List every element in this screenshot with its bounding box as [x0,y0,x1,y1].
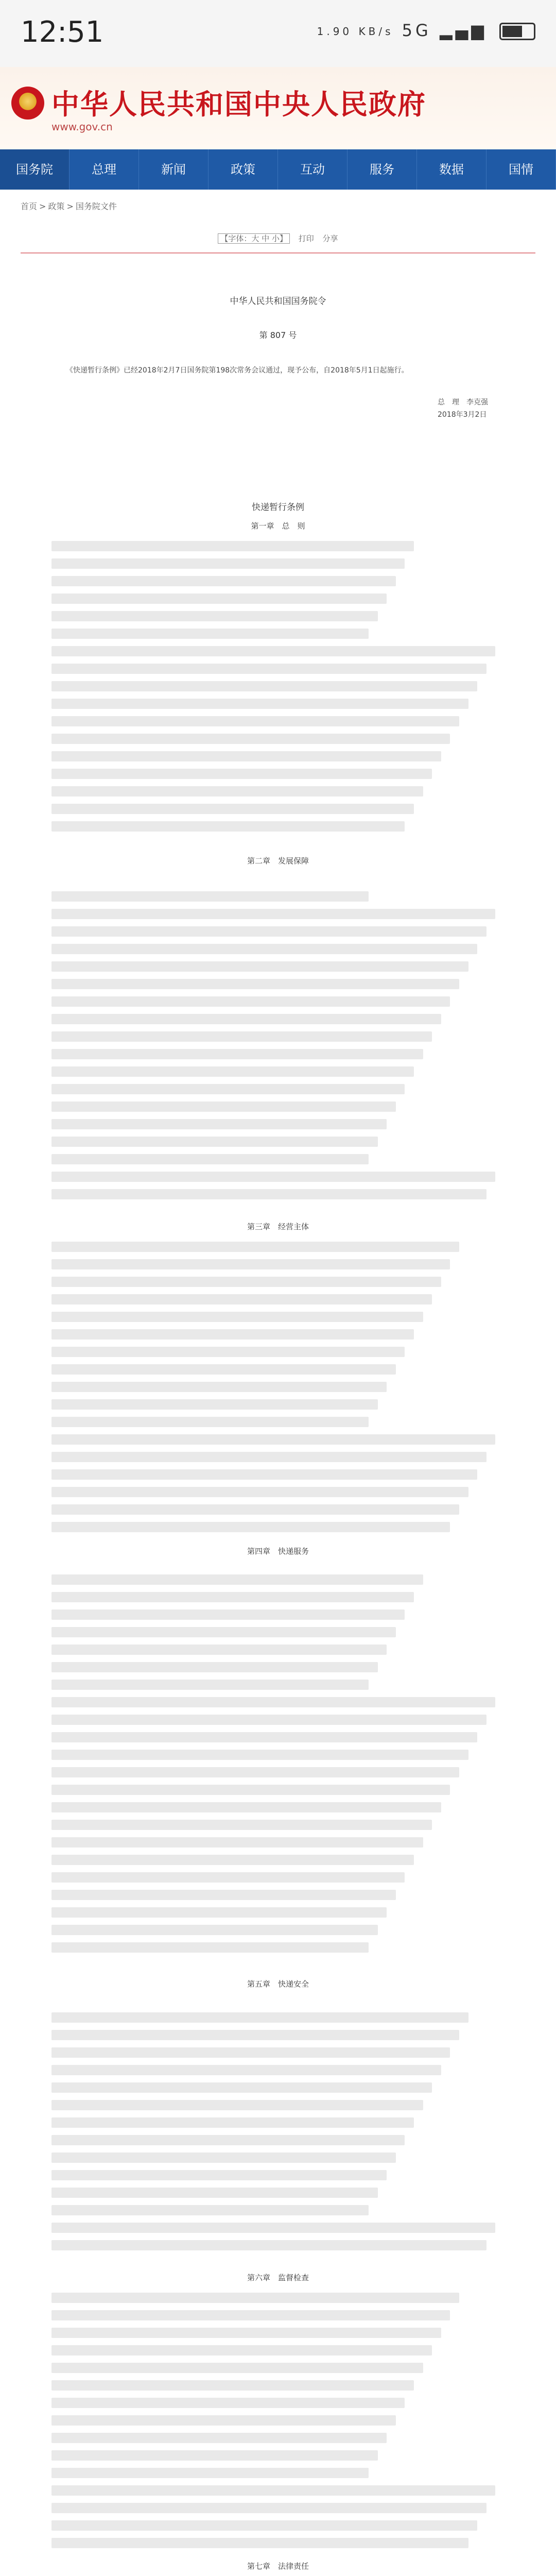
text-line [51,1750,468,1760]
text-line [51,769,432,779]
text-line [51,1820,432,1830]
chapter-heading: 第三章 经营主体 [247,1222,309,1231]
text-line [51,1872,405,1883]
signal-label: 5G [402,21,431,40]
text-line [51,1399,378,1410]
nav-item-state-council[interactable]: 国务院 [0,149,70,190]
text-line [51,2030,459,2040]
text-line [51,611,378,621]
breadcrumb-docs[interactable]: 国务院文件 [75,201,117,211]
decree-title: 中华人民共和国国务院令 [230,296,326,307]
article [21,211,535,2576]
text-line [51,1574,423,1585]
nav-item-policy[interactable]: 政策 [208,149,278,190]
text-line [51,2047,450,2058]
text-line [51,1259,450,1269]
signer: 总 理 李克强 [438,398,488,406]
breadcrumb-policy[interactable]: 政策 [48,201,65,211]
text-line [51,2170,387,2180]
text-line [51,646,495,656]
text-line [51,1172,495,1182]
text-line [51,1347,405,1357]
text-line [51,1942,369,1953]
text-line [51,2468,369,2478]
main-nav [0,149,556,190]
text-line [51,1767,459,1777]
text-line [51,1242,459,1252]
text-line [51,2538,468,2548]
text-line [51,1364,396,1375]
nav-item-interaction[interactable]: 互动 [278,149,348,190]
nav-item-national-info[interactable]: 国情 [486,149,556,190]
text-line [51,629,369,639]
text-line [51,2433,387,2443]
text-line [51,926,486,937]
text-line [51,909,495,919]
status-icons [317,21,535,40]
text-line [51,1487,468,1497]
text-line [51,1680,369,1690]
regulation-title: 快递暂行条例 [252,502,304,513]
text-line [51,2398,405,2408]
text-line [51,1137,378,1147]
text-line [51,2117,414,2128]
text-line [51,2100,423,2110]
text-line [51,2345,432,2355]
text-line [51,1732,477,1742]
sign-date: 2018年3月2日 [438,411,487,419]
text-line [51,1189,486,1199]
chapter-heading: 第五章 快递安全 [247,1979,309,1989]
text-line [51,1049,423,1059]
text-line [51,1434,495,1445]
text-line [51,2012,468,2023]
text-line [51,1417,369,1427]
signal-icon: ▂▄▆ [440,21,487,40]
text-line [51,576,396,586]
text-line [51,2520,477,2531]
battery-icon [499,23,535,40]
text-line [51,1855,414,1865]
text-line [51,664,486,674]
text-line [51,2310,450,2320]
decree-text: 《快递暂行条例》已经2018年2月7日国务院第198次常务会议通过，现予公布，自2018年5月1日起施行。 [66,366,409,375]
text-line [51,1645,387,1655]
text-line [51,1084,405,1094]
text-line [51,1066,414,1077]
text-line [51,1294,432,1304]
text-line [51,1469,477,1480]
text-line [51,1014,441,1024]
text-line [51,1802,441,1812]
text-line [51,1697,495,1707]
text-line [51,996,450,1007]
chapter-heading: 第二章 发展保障 [247,856,309,866]
text-line [51,2363,423,2373]
breadcrumb: 首页 > 政策 > 国务院文件 [21,201,117,211]
text-line [51,716,459,726]
chapter-heading: 第一章 总 则 [251,521,305,531]
text-line [51,2205,369,2215]
share-button[interactable]: 分享 [322,234,338,243]
text-line [51,891,369,902]
article-toolbar [175,233,381,248]
text-line [51,1329,414,1340]
text-line [51,751,441,761]
chapter-heading: 第七章 法律责任 [247,2562,309,2571]
text-line [51,2135,405,2145]
text-line [51,1119,387,1129]
font-size-control[interactable]: 【字体：大 中 小】 [218,233,290,244]
text-line [51,804,414,814]
print-button[interactable]: 打印 [298,234,314,243]
text-line [51,1925,378,1935]
text-line [51,1907,387,1918]
text-line [51,681,477,691]
text-line [51,699,468,709]
text-line [51,2153,396,2163]
text-line [51,541,414,551]
site-header [0,67,556,149]
text-line [51,979,459,989]
text-line [51,1101,396,1112]
text-line [51,1609,405,1620]
text-line [51,821,405,832]
text-line [51,1662,378,1672]
text-line [51,594,387,604]
regulation-body [51,541,505,2576]
text-line [51,1154,369,1164]
text-line [51,1627,396,1637]
text-line [51,944,477,954]
text-line [51,2328,441,2338]
text-line [51,1312,423,1322]
decree-number: 第 807 号 [259,330,297,340]
text-line [51,558,405,569]
site-title[interactable]: 中华人民共和国中央人民政府 [51,88,426,121]
text-line [51,2503,486,2513]
text-line [51,2240,486,2250]
text-line [51,2188,378,2198]
site-url: www.gov.cn [51,121,113,133]
text-line [51,1785,450,1795]
chapter-heading: 第六章 监督检查 [247,2273,309,2282]
text-line [51,786,423,796]
nav-item-data[interactable]: 数据 [417,149,486,190]
nav-item-service[interactable]: 服务 [348,149,417,190]
nav-item-news[interactable]: 新闻 [139,149,208,190]
text-line [51,961,468,972]
text-line [51,1522,450,1532]
text-line [51,1277,441,1287]
text-line [51,2082,432,2093]
text-line [51,2380,414,2391]
text-line [51,2450,378,2461]
text-line [51,734,450,744]
text-line [51,2065,441,2075]
text-line [51,1452,486,1462]
text-line [51,2415,396,2426]
status-bar [0,0,556,67]
nav-item-premier[interactable]: 总理 [70,149,139,190]
article-divider [21,252,535,253]
status-time: 12:51 [21,15,104,49]
chapter-heading: 第四章 快递服务 [247,1547,309,1556]
network-speed: 1.90 KB/s [317,25,394,38]
text-line [51,2485,495,2496]
text-line [51,2223,495,2233]
text-line [51,1837,423,1848]
text-line [51,2293,459,2303]
text-line [51,1031,432,1042]
text-line [51,1382,387,1392]
text-line [51,1592,414,1602]
national-emblem-icon[interactable] [11,87,44,120]
text-line [51,1715,486,1725]
breadcrumb-home[interactable]: 首页 [21,201,38,211]
text-line [51,1504,459,1515]
text-line [51,1890,396,1900]
